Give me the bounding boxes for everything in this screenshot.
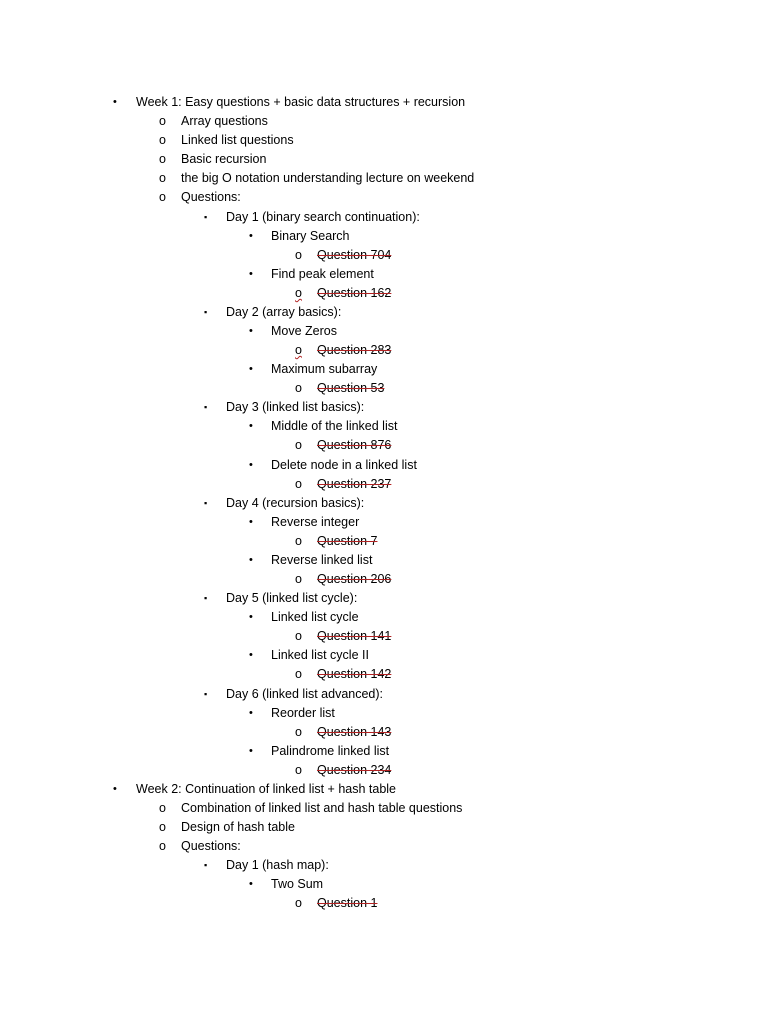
list-item-text: Reverse integer bbox=[271, 514, 360, 529]
list-item-text: Linked list questions bbox=[181, 133, 294, 148]
list-item-text: Day 1 (binary search continuation): bbox=[226, 209, 420, 224]
list-item-text: Day 3 (linked list basics): bbox=[226, 400, 365, 415]
outline-week-item bbox=[0, 93, 768, 112]
list-bullet: • bbox=[249, 649, 253, 662]
list-item-text: Reverse linked list bbox=[271, 552, 373, 567]
list-item-text: Two Sum bbox=[271, 877, 324, 892]
outline-day-item bbox=[0, 589, 768, 608]
list-bullet: o bbox=[295, 285, 302, 300]
list-bullet: • bbox=[249, 267, 253, 280]
list-bullet: ▪ bbox=[204, 688, 208, 699]
list-item-text: Week 1: Easy questions + basic data structures + recursion bbox=[136, 95, 466, 109]
list-item-text: Question 142 bbox=[317, 667, 392, 682]
list-item-text: Linked list cycle II bbox=[271, 648, 369, 663]
list-bullet: • bbox=[249, 458, 253, 471]
outline-day-item bbox=[0, 398, 768, 417]
outline-topic-item bbox=[0, 150, 768, 169]
outline-question-item bbox=[0, 475, 768, 494]
list-bullet: • bbox=[249, 553, 253, 566]
list-bullet: o bbox=[295, 629, 302, 644]
outline-question-item bbox=[0, 894, 768, 913]
list-item-text: Day 6 (linked list advanced): bbox=[226, 686, 384, 701]
list-item-text: Question 876 bbox=[317, 438, 392, 453]
list-bullet: o bbox=[295, 343, 302, 357]
list-item-text: Question 234 bbox=[317, 762, 392, 777]
outline-day-item bbox=[0, 208, 768, 227]
outline-problem-item bbox=[0, 742, 768, 761]
outline-problem-item bbox=[0, 513, 768, 532]
outline-topic-item bbox=[0, 169, 768, 188]
list-item-text: Week 2: Continuation of linked list + hash table bbox=[136, 781, 396, 796]
outline-question-item bbox=[0, 532, 768, 551]
list-item-text: Move Zeros bbox=[271, 324, 337, 338]
list-item-text: Array questions bbox=[181, 114, 268, 129]
outline-topic-item bbox=[0, 112, 768, 131]
list-bullet: • bbox=[249, 229, 253, 242]
outline-topic-item bbox=[0, 818, 768, 837]
list-bullet: o bbox=[159, 190, 166, 205]
list-bullet: • bbox=[249, 706, 253, 719]
list-bullet: • bbox=[249, 420, 253, 433]
list-bullet: o bbox=[295, 533, 302, 548]
list-bullet: • bbox=[249, 744, 253, 757]
list-bullet: o bbox=[295, 381, 302, 396]
outline-question-item bbox=[0, 723, 768, 742]
outline-problem-item bbox=[0, 704, 768, 723]
list-bullet: o bbox=[295, 724, 302, 739]
list-item-text: Questions: bbox=[181, 190, 241, 205]
list-bullet: o bbox=[159, 152, 166, 167]
outline-problem-item bbox=[0, 456, 768, 475]
list-bullet: ▪ bbox=[204, 306, 208, 317]
list-item-text: Maximum subarray bbox=[271, 362, 378, 377]
list-item-text: Question 704 bbox=[317, 247, 392, 262]
outline-topic-item bbox=[0, 837, 768, 856]
outline-problem-item bbox=[0, 227, 768, 246]
list-bullet: o bbox=[295, 247, 302, 262]
list-item-text: Question 206 bbox=[317, 572, 392, 586]
list-bullet: o bbox=[295, 762, 302, 777]
list-item-text: Question 53 bbox=[317, 381, 385, 396]
list-item-text: Question 283 bbox=[317, 343, 392, 357]
list-item-text: the big O notation understanding lecture on weekend bbox=[181, 171, 475, 186]
list-item-text: Day 4 (recursion basics): bbox=[226, 495, 365, 510]
outline-topic-item bbox=[0, 131, 768, 150]
outline-topic-item bbox=[0, 799, 768, 818]
outline-topic-item bbox=[0, 188, 768, 207]
outline-question-item bbox=[0, 627, 768, 646]
list-bullet: o bbox=[159, 801, 166, 815]
list-item-text: Question 143 bbox=[317, 724, 392, 739]
list-bullet: ▪ bbox=[204, 402, 208, 413]
outline-question-item bbox=[0, 665, 768, 684]
outline-problem-item bbox=[0, 646, 768, 665]
outline-question-item bbox=[0, 379, 768, 398]
list-bullet: ▪ bbox=[204, 593, 208, 604]
list-bullet: o bbox=[295, 438, 302, 453]
list-bullet: o bbox=[159, 114, 166, 129]
list-item-text: Palindrome linked list bbox=[271, 743, 390, 758]
list-bullet: o bbox=[159, 133, 166, 148]
list-bullet: o bbox=[295, 667, 302, 682]
list-item-text: Day 1 (hash map): bbox=[226, 858, 329, 873]
outline-question-item bbox=[0, 570, 768, 589]
list-item-text: Middle of the linked list bbox=[271, 419, 398, 434]
list-item-text: Question 237 bbox=[317, 476, 392, 491]
list-bullet: o bbox=[159, 171, 166, 186]
list-bullet: ▪ bbox=[204, 860, 208, 871]
outline-question-item bbox=[0, 341, 768, 360]
list-bullet: o bbox=[295, 896, 302, 911]
list-item-text: Basic recursion bbox=[181, 152, 267, 167]
list-bullet: • bbox=[113, 96, 117, 108]
list-bullet: • bbox=[249, 878, 253, 891]
list-item-text: Question 1 bbox=[317, 896, 378, 911]
outline-week-item bbox=[0, 780, 768, 799]
outline-day-item bbox=[0, 685, 768, 704]
outline-problem-item bbox=[0, 551, 768, 570]
outline-problem-item bbox=[0, 360, 768, 379]
list-bullet: ▪ bbox=[204, 211, 208, 222]
list-bullet: • bbox=[249, 515, 253, 528]
list-item-text: Reorder list bbox=[271, 705, 335, 720]
outline-problem-item bbox=[0, 875, 768, 894]
list-bullet: • bbox=[249, 363, 253, 376]
outline-day-item bbox=[0, 856, 768, 875]
list-bullet: • bbox=[249, 611, 253, 624]
outline-day-item bbox=[0, 494, 768, 513]
list-item-text: Combination of linked list and hash table questions bbox=[181, 801, 463, 815]
list-item-text: Question 141 bbox=[317, 629, 392, 644]
list-item-text: Day 2 (array basics): bbox=[226, 304, 342, 319]
outline-question-item bbox=[0, 246, 768, 265]
list-item-text: Find peak element bbox=[271, 266, 374, 281]
list-bullet: ▪ bbox=[204, 497, 208, 508]
list-bullet: o bbox=[159, 820, 166, 834]
list-bullet: o bbox=[159, 839, 166, 854]
outline-question-item bbox=[0, 284, 768, 303]
list-item-text: Questions: bbox=[181, 839, 241, 854]
outline-problem-item bbox=[0, 322, 768, 341]
list-item-text: Linked list cycle bbox=[271, 610, 359, 625]
outline-day-item bbox=[0, 303, 768, 322]
outline-question-item bbox=[0, 761, 768, 780]
outline-problem-item bbox=[0, 265, 768, 284]
outline-problem-item bbox=[0, 608, 768, 627]
list-item-text: Question 162 bbox=[317, 285, 392, 300]
list-item-text: Binary Search bbox=[271, 228, 350, 243]
list-item-text: Delete node in a linked list bbox=[271, 457, 417, 472]
outline-problem-item bbox=[0, 417, 768, 436]
list-bullet: • bbox=[113, 782, 117, 795]
list-bullet: • bbox=[249, 325, 253, 337]
outline-question-item bbox=[0, 436, 768, 455]
list-item-text: Day 5 (linked list cycle): bbox=[226, 591, 358, 606]
list-bullet: o bbox=[295, 476, 302, 491]
list-item-text: Question 7 bbox=[317, 533, 378, 548]
list-item-text: Design of hash table bbox=[181, 820, 295, 834]
list-bullet: o bbox=[295, 572, 302, 586]
